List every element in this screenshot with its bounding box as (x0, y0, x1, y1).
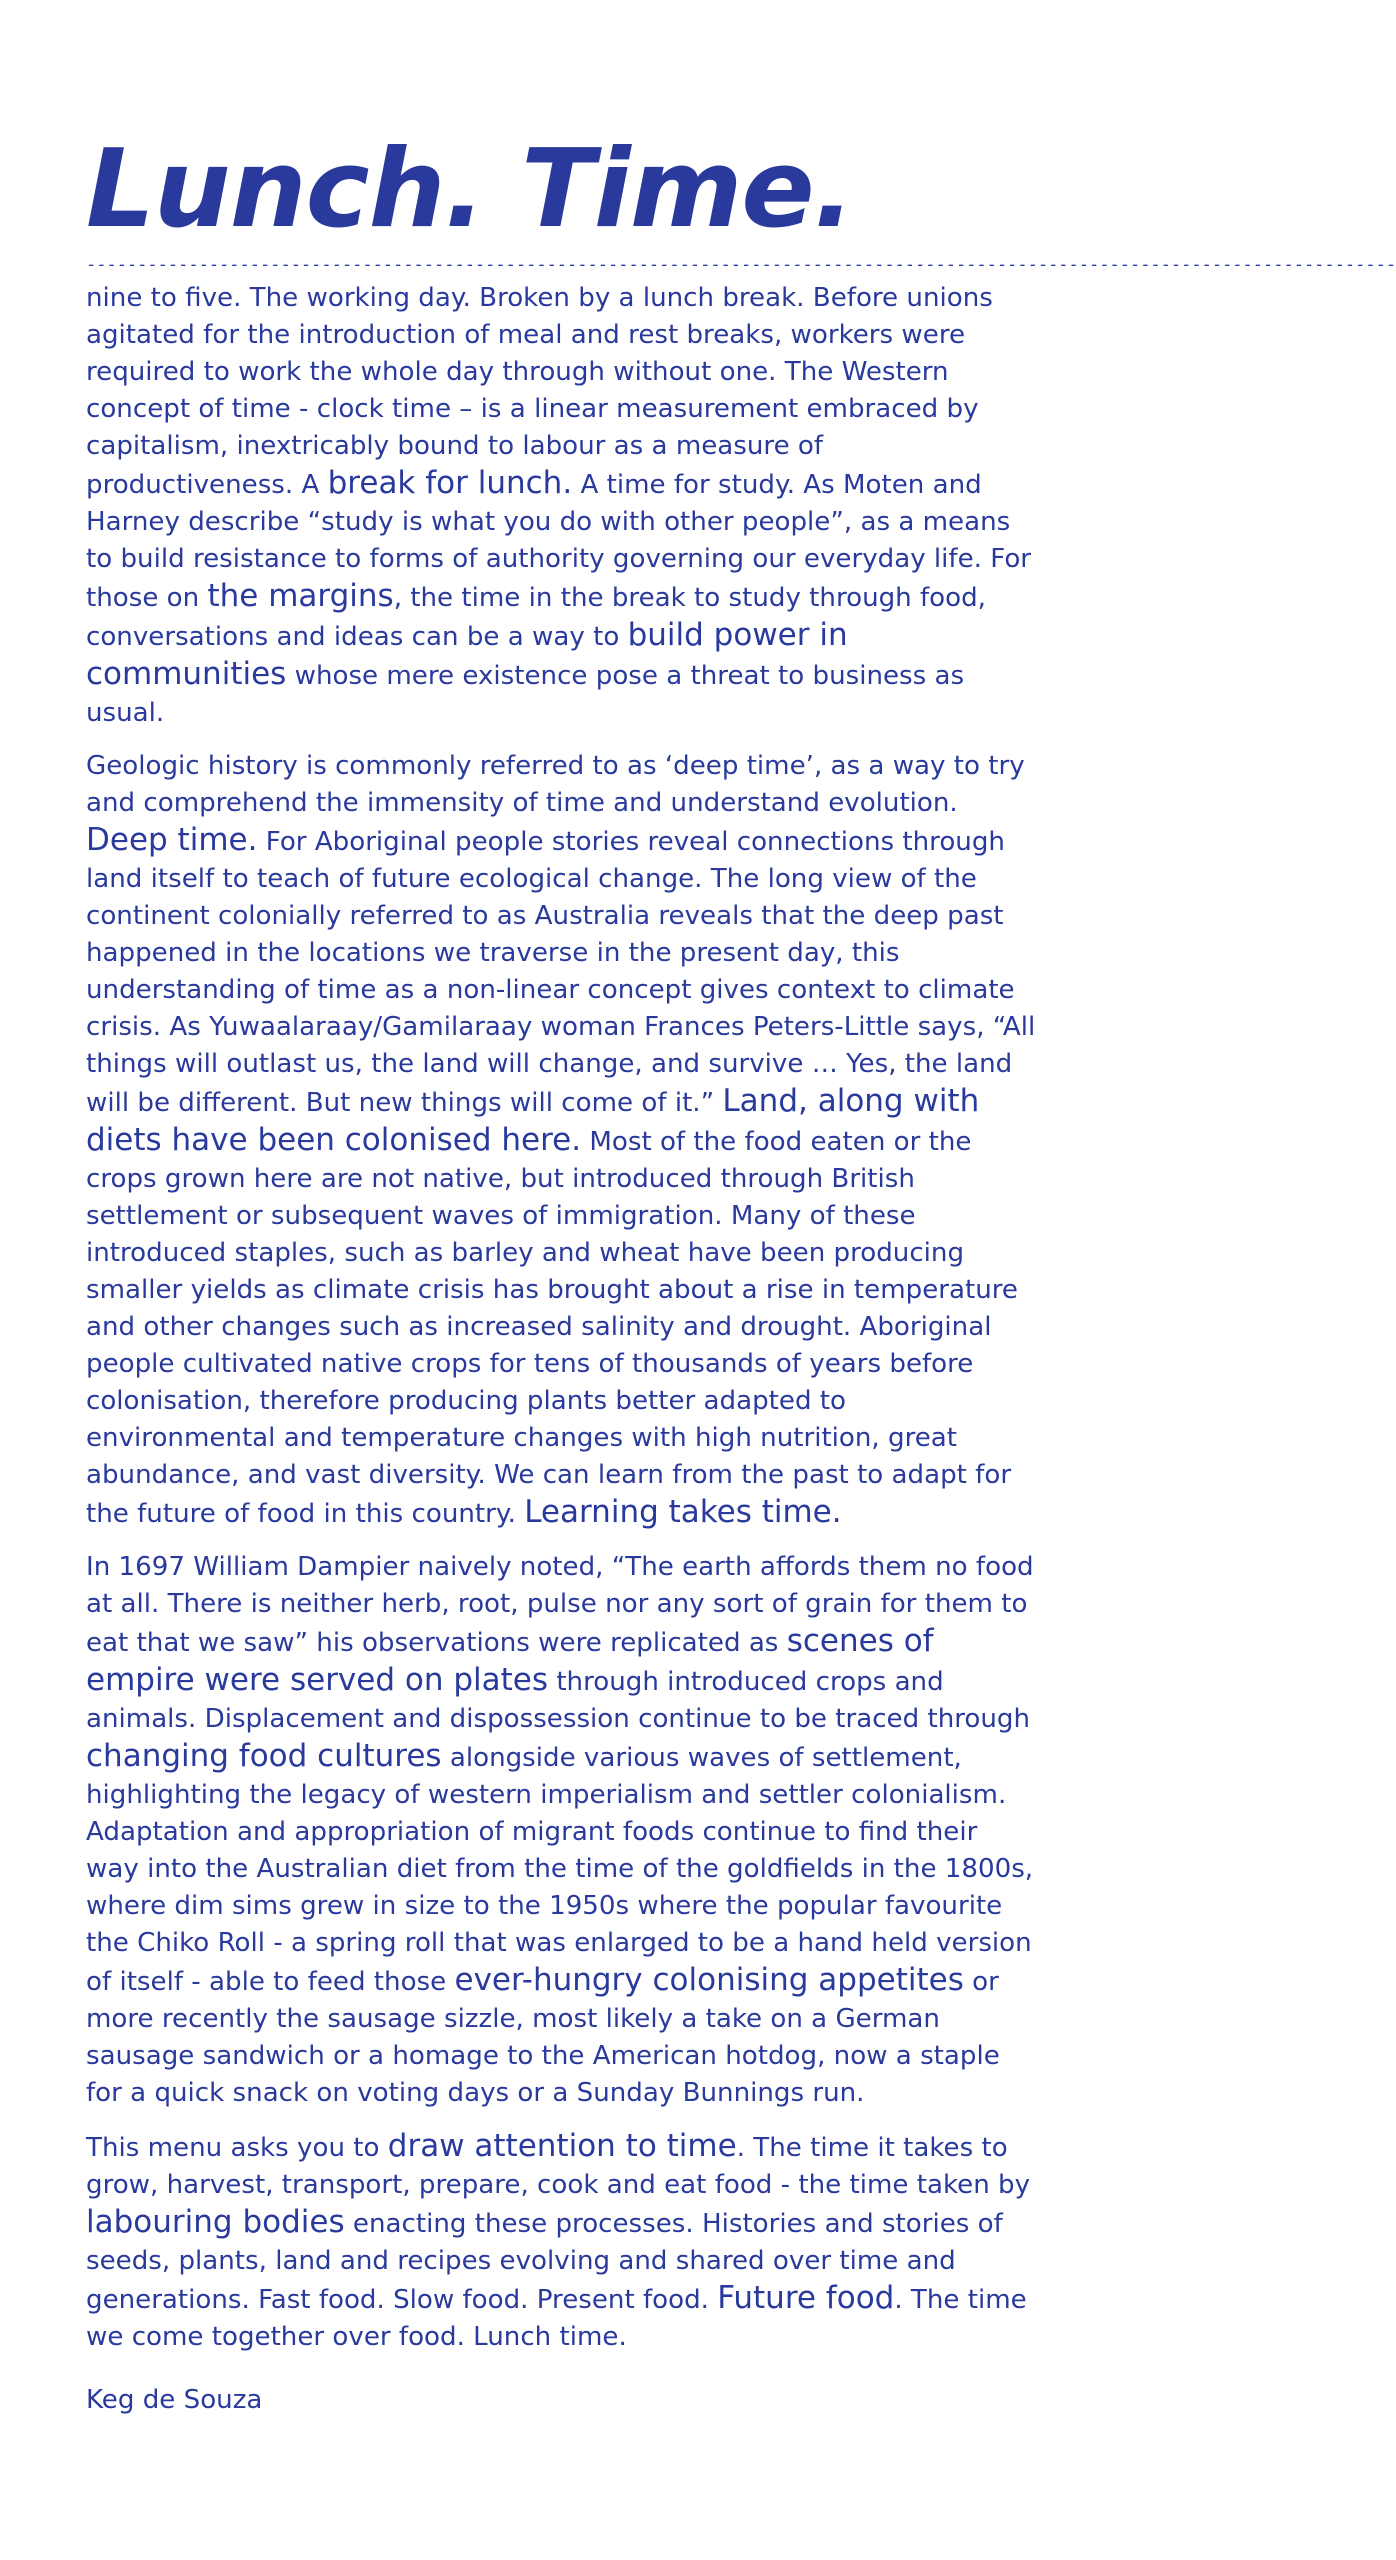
text-segment: nine to five. The working day. Broken by a lunch break. Before unions agitated for the introduction of meal and rest breaks, workers were required to work the whole day through without one. The Western concept of time - clock time – is a linear measurement embraced by capitalism, inextricably bound to labour as a measure of productiveness. A (86, 283, 993, 500)
paragraph-dampier (86, 1549, 1038, 2112)
emphasis-learning-takes-time: Learning takes time. (524, 1494, 842, 1530)
emphasis-build-power: build power in communities (86, 617, 848, 692)
text-segment: enacting these processes. Histories and stories of seeds, plants, land and recipes evolving and shared over time and generations. Fast food. Slow food. Present food. (86, 2209, 1003, 2315)
emphasis-draw-attention: draw attention to time (387, 2128, 737, 2164)
text-segment: In 1697 William Dampier naively noted, “The earth affords them no food at all. There is neither herb, root, pulse nor any sort of grain for them to eat that we saw” his observations were replicated as (86, 1552, 1034, 1658)
paragraph-menu (86, 2128, 1038, 2356)
emphasis-colonising-appetites: ever-hungry colonising appetites (454, 1962, 964, 1998)
text-segment: whose mere existence pose a threat to business as usual. (86, 661, 965, 728)
paragraph-deep-time (86, 748, 1038, 1533)
text-segment: or more recently the sausage sizzle, most likely a take on a German sausage sandwich or a homage to the American hotdog, now a staple for a quick snack on voting days or a Sunday Bunnings run. (86, 1967, 1000, 2108)
emphasis-future-food: Future food (717, 2280, 895, 2316)
text-segment: This menu asks you to (86, 2133, 388, 2163)
text-segment: . The time we come together over food. Lunch time. (86, 2285, 1027, 2352)
text-segment: Most of the food eaten or the crops grown here are not native, but introduced through British settlement or subsequent waves of immigration. Many of these introduced staples, such as barley and wheat have been producing smaller yields as climate crisis has brought about a rise in temperature and other changes such as increased salinity and drought. Aboriginal people cultivated native crops for tens of thousands of years before colonisation, therefore producing plants better adapted to environmental and temperature changes with high nutrition, great abundance, and vast diversity. We can learn from the past to adapt for the future of food in this country. (86, 1127, 1018, 1529)
emphasis-deep-time: Deep time. (86, 822, 258, 858)
emphasis-labouring-bodies: labouring bodies (86, 2204, 345, 2240)
dashed-divider: -------------------------------------------------------------------------------------------------------------------------------- (86, 255, 1396, 275)
emphasis-land-colonised: Land, along with diets have been colonised here. (86, 1083, 980, 1158)
text-segment: , the time in the break to study through food, conversations and ideas can be a way to (86, 583, 986, 652)
page-title: Lunch. Time. (86, 127, 854, 252)
paragraph-lunch-break (86, 280, 1038, 732)
emphasis-changing-food-cultures: changing food cultures (86, 1738, 442, 1774)
emphasis-break-for-lunch: break for lunch. (327, 465, 573, 501)
text-segment: For Aboriginal people stories reveal connections through land itself to teach of future ecological change. The long view of the continent colonially referred to as Australia reveals that the deep past happened in the locations we traverse in the present day, this understanding of time as a non-linear concept gives context to climate crisis. As Yuwaalaraay/Gamilaraay woman Frances Peters-Little says, “All things will outlast us, the land will change, and survive … Yes, the land will be different. But new things will come of it.” (86, 827, 1036, 1118)
text-segment: A time for study. As Moten and Harney describe “study is what you do with other people”, as a means to build resistance to forms of authority governing our everyday life. For those on (86, 470, 1032, 613)
text-segment: through introduced crops and animals. Displacement and dispossession continue to be traced through (86, 1667, 1030, 1734)
text-segment: . The time it takes to grow, harvest, transport, prepare, cook and eat food - the time taken by (86, 2133, 1031, 2200)
text-segment: Geologic history is commonly referred to as ‘deep time’, as a way to try and comprehend the immensity of time and understand evolution. (86, 751, 1025, 818)
essay-page (86, 127, 1396, 2419)
author-signature: Keg de Souza (86, 2385, 263, 2415)
emphasis-the-margins: the margins (207, 578, 394, 614)
emphasis-scenes-of-empire: scenes of empire were served on plates (86, 1623, 934, 1698)
text-segment: alongside various waves of settlement, highlighting the legacy of western imperialism and settler colonialism. Adaptation and appropriation of migrant foods continue to find their way into the Australian diet from the time of the goldfields in the 1800s, where dim sims grew in size to the 1950s where the popular favourite the Chiko Roll - a spring roll that was enlarged to be a hand held version of itself - able to feed those (86, 1743, 1034, 1997)
